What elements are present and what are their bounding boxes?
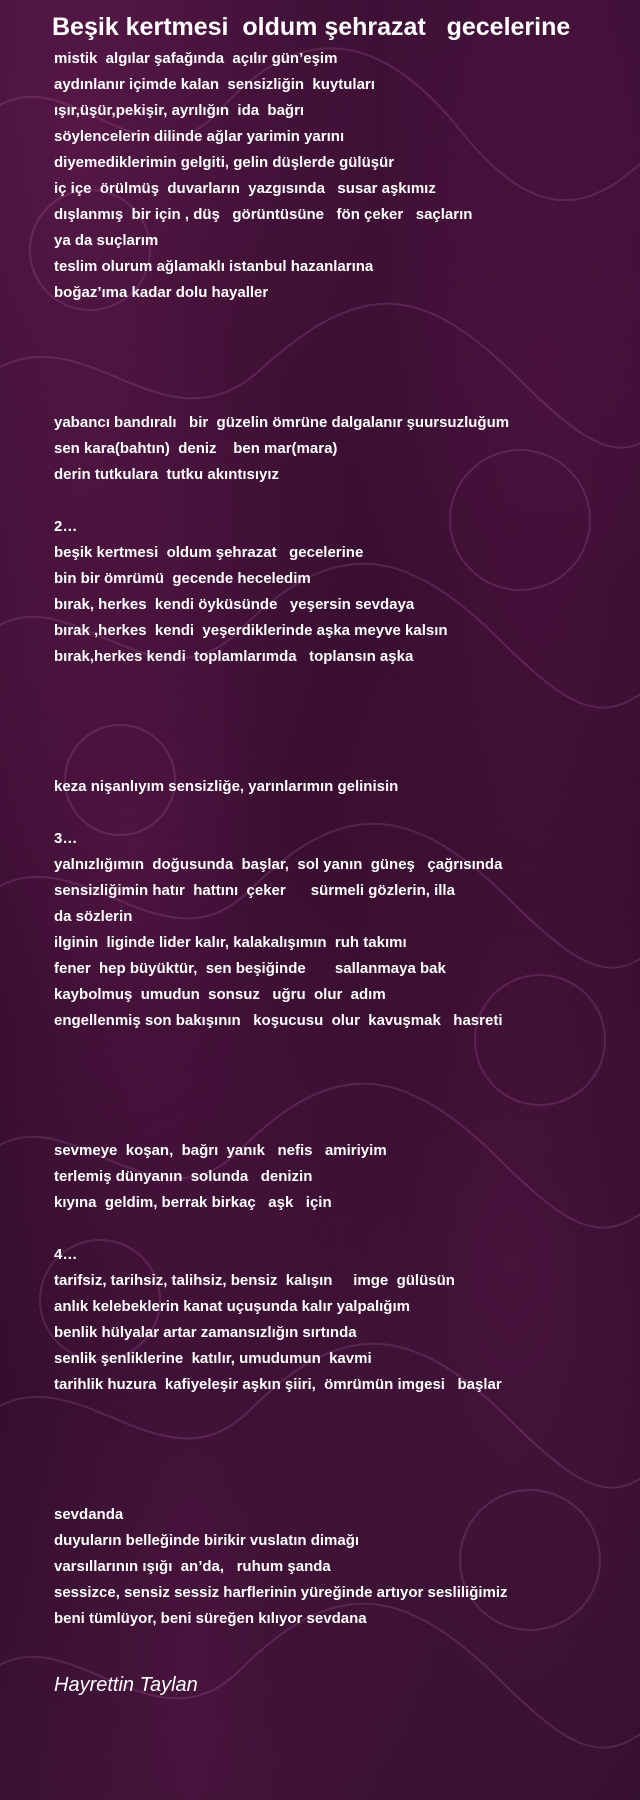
poem-line: diyemediklerimin gelgiti, gelin düşlerde gülüşür [54,154,395,171]
poem-line: sessizce, sensiz sessiz harflerinin yüreğinde artıyor sesliliğimiz [54,1584,508,1601]
poem-line: terlemiş dünyanın solunda denizin [54,1168,313,1185]
poem-line: senlik şenliklerine katılır, umudumun kavmi [54,1350,372,1367]
poem-line: kıyına geldim, berrak birkaç aşk için [54,1194,332,1211]
poem-line: sevmeye koşan, bağrı yanık nefis amiriyim [54,1142,387,1159]
poem-line: söylencelerin dilinde ağlar yarimin yarını [54,128,345,145]
stanza-gap [54,332,604,358]
poem-line: ışır,üşür,pekişir, ayrılığın ida bağrı [54,102,305,119]
poem-line: bırak ,herkes kendi yeşerdiklerinde aşka meyve kalsın [54,622,448,639]
poem-line: beşik kertmesi oldum şehrazat gecelerine [54,544,364,561]
stanza-gap [54,800,604,826]
stanza-gap [54,358,604,384]
stanza-gap [54,670,604,696]
stanza-gap [54,384,604,410]
stanza-gap [54,1424,604,1450]
poem-line: 4… [54,1246,78,1263]
stanza-gap [54,1450,604,1476]
poem-line: anlık kelebeklerin kanat uçuşunda kalır yalpalığım [54,1298,410,1315]
poem-body [54,46,604,1632]
stanza-gap [54,1216,604,1242]
poem-line: engellenmiş son bakışının koşucusu olur kavuşmak hasreti [54,1012,503,1029]
stanza-gap [54,1060,604,1086]
poem-line: duyuların belleğinde birikir vuslatın dimağı [54,1532,360,1549]
poem-line: tarifsiz, tarihsiz, talihsiz, bensiz kalışın imge gülüsün [54,1272,455,1289]
poem-title: Beşik kertmesi oldum şehrazat gecelerine [52,13,571,41]
poem-line: 3… [54,830,78,847]
stanza-gap [54,488,604,514]
poem-line: sensizliğimin hatır hattını çeker sürmeli gözlerin, illa [54,882,455,899]
stanza-gap [54,1086,604,1112]
stanza-gap [54,722,604,748]
poem-line: yalnızlığımın doğusunda başlar, sol yanın güneş çağrısında [54,856,503,873]
poem-line: boğaz’ıma kadar dolu hayaller [54,284,269,301]
poem-line: aydınlanır içimde kalan sensizliğin kuytuları [54,76,375,93]
poem-line: beni tümlüyor, beni süreğen kılıyor sevdana [54,1610,367,1627]
poem-line: 2… [54,518,78,535]
poem-line: bırak, herkes kendi öyküsünde yeşersin sevdaya [54,596,415,613]
poem-line: kaybolmuş umudun sonsuz uğru olur adım [54,986,386,1003]
poem-line: yabancı bandıralı bir güzelin ömrüne dalgalanır şuursuzluğum [54,414,510,431]
poem-line: tarihlik huzura kafiyeleşir aşkın şiiri, ömrümün imgesi başlar [54,1376,502,1393]
poem-line: sen kara(bahtın) deniz ben mar(mara) [54,440,338,457]
poem-line: da sözlerin [54,908,133,925]
poem-line: ya da suçlarım [54,232,159,249]
stanza-gap [54,1112,604,1138]
stanza-gap [54,1034,604,1060]
poem-line: bırak,herkes kendi toplamlarımda toplansın aşka [54,648,414,665]
poem-line: iç içe örülmüş duvarların yazgısında susar aşkımız [54,180,436,197]
poem-line: fener hep büyüktür, sen beşiğinde sallanmaya bak [54,960,446,977]
poem-line: varsıllarının ışığı an’da, ruhum şanda [54,1558,331,1575]
poem-line: sevdanda [54,1506,124,1523]
stanza-gap [54,696,604,722]
stanza-gap [54,748,604,774]
poem-line: bin bir ömrümü gecende heceledim [54,570,311,587]
poem-line: derin tutkulara tutku akıntısıyız [54,466,280,483]
poem-line: ilginin liginde lider kalır, kalakalışımın ruh takımı [54,934,407,951]
poem-author: Hayrettin Taylan [54,1674,198,1696]
poem-line: dışlanmış bir için , düş görüntüsüne fön çeker saçların [54,206,473,223]
stanza-gap [54,1398,604,1424]
stanza-gap [54,306,604,332]
stanza-gap [54,1476,604,1502]
poem-line: teslim olurum ağlamaklı istanbul hazanlarına [54,258,374,275]
poem-line: benlik hülyalar artar zamansızlığın sırtında [54,1324,357,1341]
poem-line: mistik algılar şafağında açılır gün’eşim [54,50,338,67]
poem-line: keza nişanlıyım sensizliğe, yarınlarımın gelinisin [54,778,399,795]
